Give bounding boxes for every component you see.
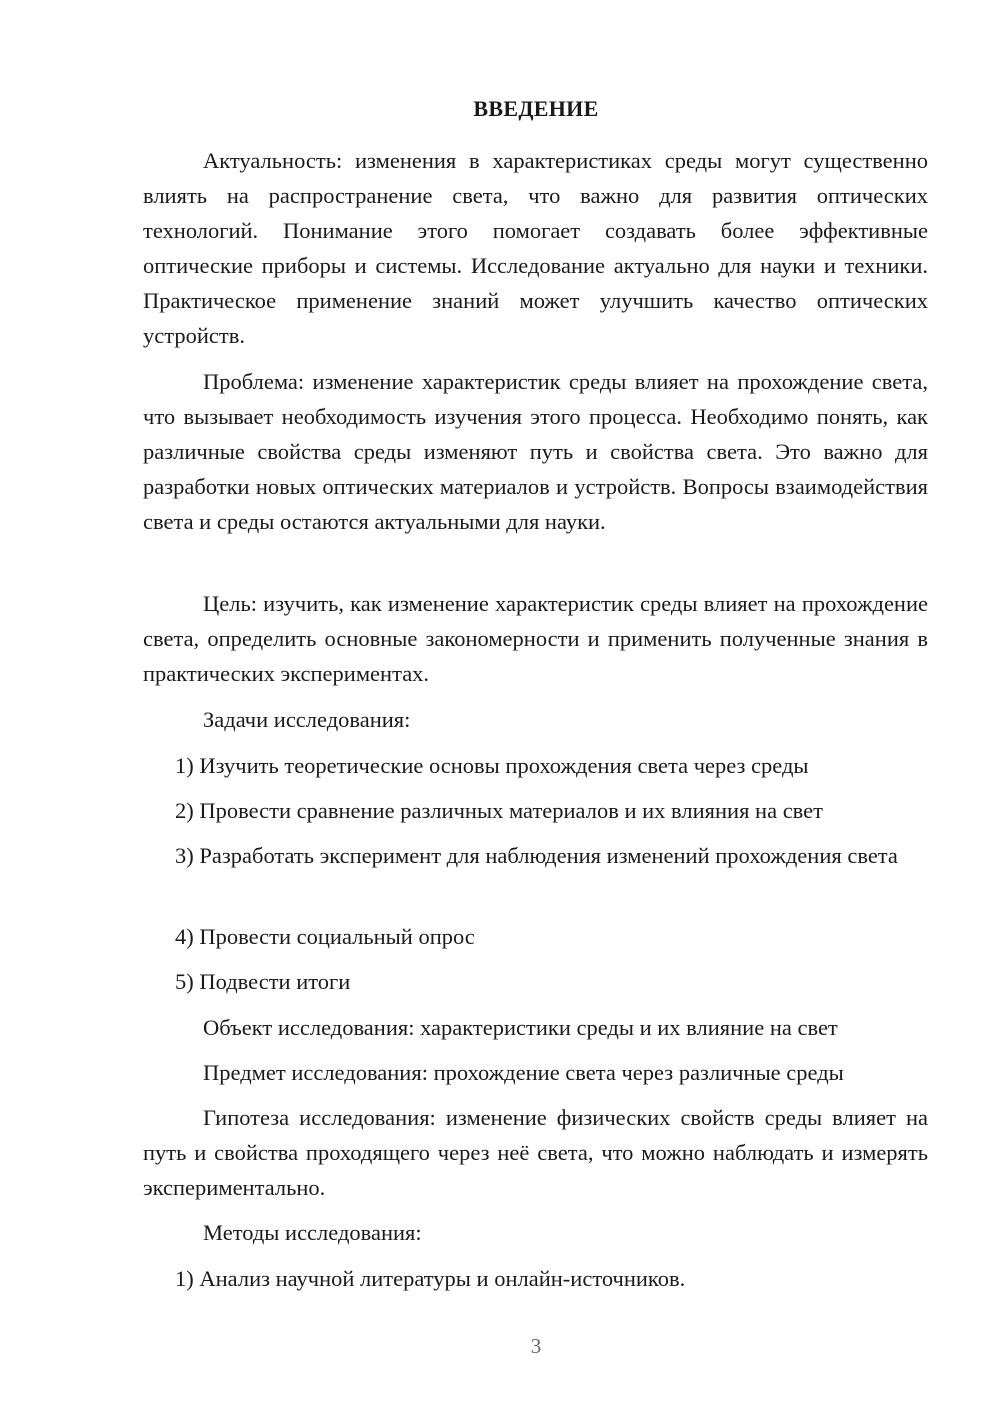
research-object: Объект исследования: характеристики среды и их влияние на свет: [203, 1015, 838, 1040]
goal-paragraph: Цель: изучить, как изменение характеристик среды влияет на прохождение света, определить основные закономерности и применить полученные знания в практических экспериментах.: [143, 591, 928, 686]
page-number: 3: [530, 1334, 542, 1358]
section-title: ВВЕДЕНИЕ: [473, 96, 599, 121]
tasks-heading: Задачи исследования:: [203, 707, 411, 732]
hypothesis-paragraph: Гипотеза исследования: изменение физических свойств среды влияет на путь и свойства проходящего через неё света, что можно наблюдать и измерять экспериментально.: [143, 1105, 928, 1200]
methods-heading: Методы исследования:: [203, 1220, 422, 1245]
task-item-2: 2) Провести сравнение различных материалов и их влияния на свет: [175, 798, 823, 823]
research-subject: Предмет исследования: прохождение света через различные среды: [203, 1060, 844, 1085]
relevance-paragraph: Актуальность: изменения в характеристиках среды могут существенно влиять на распространение света, что важно для развития оптических технологий. Понимание этого помогает создавать более эффективные оптические приборы и системы. Исследование актуально для науки и техники. Практическое применение знаний может улучшить качество оптических устройств.: [143, 148, 928, 348]
method-item-1: 1) Анализ научной литературы и онлайн-источников.: [175, 1266, 686, 1291]
task-item-1: 1) Изучить теоретические основы прохождения света через среды: [175, 753, 809, 778]
task-item-3: 3) Разработать эксперимент для наблюдения изменений прохождения света: [175, 843, 898, 868]
problem-paragraph: Проблема: изменение характеристик среды влияет на прохождение света, что вызывает необходимость изучения этого процесса. Необходимо понять, как различные свойства среды изменяют путь и свойства света. Это важно для разработки новых оптических материалов и устройств. Вопросы взаимодействия света и среды остаются актуальными для науки.: [143, 369, 928, 534]
task-item-4: 4) Провести социальный опрос: [175, 924, 475, 949]
task-item-5: 5) Подвести итоги: [175, 969, 351, 994]
